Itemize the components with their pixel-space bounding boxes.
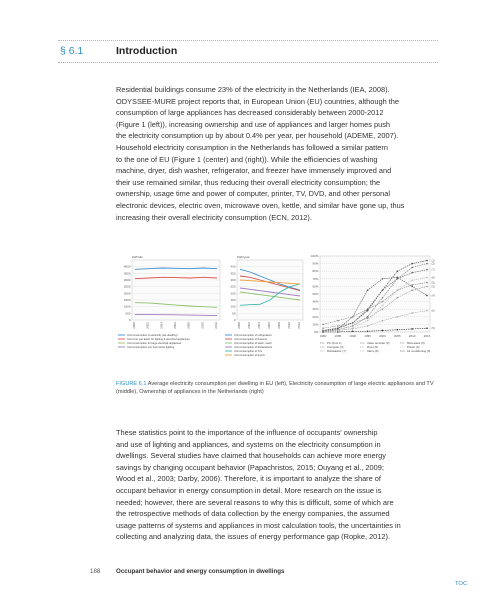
y-tick-label: 0% [314,330,319,334]
data-point [382,289,384,291]
paragraph-line: usage patterns of systems and appliances in most calculation tools, the uncertainties in [116,520,401,530]
paragraph-line: occupant behavior in energy consumption in detail. More research on the issue is [116,485,382,495]
paragraph-line: to the one of EU (Figure 1 (center) and (right)). While the efficiencies of washing [116,154,378,164]
data-point [426,282,428,284]
data-point [396,297,398,299]
legend-label: Dryer (5) [367,345,379,349]
data-point [382,301,384,303]
paragraph-line: needed; however, there are several reasons to why this is difficult, some of which are [116,497,394,507]
y-tick-label: 250 [230,284,236,289]
legend-label: Unit consumption of wash. mach. [234,342,273,345]
x-tick-label: 2002 [145,322,150,329]
legend-label: Unit consumption of TVs [234,350,263,353]
data-point [411,289,413,291]
paragraph-line: (Figure 1 (left)), increasing ownership and use of appliances and larger homes push [116,119,391,129]
paragraph-1 [116,84,441,223]
x-tick-label: 1995 [364,334,371,338]
series-end-label: (4) [431,294,435,298]
data-point [367,325,369,327]
figure-caption-text: Average electricity consumption per dwelling in EU (left), Electricity consumption of large electric appliances and TV (middle), Ownership of appliances in the Netherlands (right) [116,381,434,395]
y-axis-label: kWh/year [237,255,250,259]
data-point [382,320,384,322]
x-tick-label: 2010 [287,322,291,329]
series-end-label: (2) [431,262,435,266]
y-tick-label: 1500 [123,298,131,302]
series-end-label: (6) [431,309,435,313]
x-tick-label: 2000 [237,322,241,329]
x-tick-label: 2000 [379,334,386,338]
data-point [337,327,339,329]
paragraph-line: collecting and analyzing data, the issues of energy performance gap (Ropke, 2012). [116,532,391,542]
data-point [367,318,369,320]
y-tick-label: 40% [312,299,319,304]
data-point [382,278,384,280]
data-point [367,308,369,310]
y-tick-label: 80% [312,269,319,274]
page-number: 188 [90,568,101,575]
y-tick-label: 100% [310,254,319,258]
series-end-label: (9) [431,327,435,331]
y-tick-label: 60% [312,284,319,289]
data-point [426,310,428,312]
data-point [367,320,369,322]
data-point [396,289,398,291]
data-point [396,329,398,331]
data-point [367,310,369,312]
figure-caption-label: FIGURE 6.1 [116,381,147,387]
legend-label: Air conditioning (9) [407,349,431,353]
paragraph-line: Household electricity consumption in the Netherlands has followed a similar pattern [116,142,388,152]
data-point [322,324,324,326]
y-tick-label: 20% [312,314,319,319]
paragraph-line: the retrospective methods of data collection by the energy companies, the assumed [116,509,390,519]
y-tick-label: 3500 [123,271,131,276]
legend-label: Dishwasher (7) [327,349,346,353]
data-point [426,269,428,271]
chart-middle-svg [223,252,305,360]
data-point [411,263,413,265]
y-tick-label: 1000 [123,304,131,309]
x-tick-label: 2012 [214,322,218,329]
data-point [411,272,413,274]
legend-label: Video recorder (2) [367,341,390,345]
figure-caption [116,380,441,396]
paragraph-line: consumption of large appliances has decreased considerably between 2000-2012 [116,108,384,118]
paragraph-line: and use of lighting and appliances, and systems on the electricity consumption in [116,439,381,449]
data-point [352,322,354,324]
header-rule-bottom [58,62,438,63]
data-point [411,280,413,282]
section-title: Introduction [116,45,178,57]
data-point [411,267,413,269]
data-point [396,276,398,278]
data-point [382,305,384,307]
data-point [411,286,413,288]
x-tick-label: 2006 [173,322,177,329]
paragraph-line: increasing their overall electricity consumption (ECN, 2012). [116,212,312,222]
plot-area [237,260,303,320]
data-point [426,260,428,262]
data-point [337,325,339,327]
y-tick-label: 90% [312,261,319,266]
paragraph-line: the electricity consumption up by about 0.4% per year, per household (ADEME, 2007). [116,131,399,141]
x-tick-label: 2012 [297,322,301,329]
y-tick-label: 4000 [123,264,131,269]
data-point [382,297,384,299]
data-point [411,328,413,330]
y-tick-label: 150 [230,298,236,302]
data-point [426,276,428,278]
chart-left-svg [116,252,222,360]
y-tick-label: 350 [230,271,236,276]
paragraph-line: Wood et al., 2003; Darby, 2006). Therefore, it is important to analyze the share of [116,474,381,484]
data-point [396,270,398,272]
data-point [367,316,369,318]
data-point [367,289,369,291]
data-point [367,330,369,332]
y-tick-label: 10% [312,322,319,327]
y-tick-label: 100 [230,304,236,309]
y-tick-label: 50 [232,311,236,316]
legend-label: Computer (4) [327,345,344,349]
paragraph-line: machine, dryer, dish washer, refrigerator, and freezer have immensely improved and [116,166,392,176]
section-number: § 6.1 [60,45,84,57]
data-point [337,320,339,322]
paragraph-line: ODYSSEE-MURE project reports that, in European Union (EU) countries, although the [116,96,400,106]
paragraph-line: ownership, usage time and power of computer, printer, TV, DVD, and other personal [116,189,391,199]
paragraph-line: savings by changing occupant behavior (Papachristos, 2015; Ouyang et al., 2009; [116,462,384,472]
legend-label: Unit consumption of freezers [234,338,268,341]
data-point [337,330,339,332]
x-tick-label: 2002 [247,322,251,329]
chart-right [306,252,444,360]
header-rule-top [58,40,438,41]
data-point [426,286,428,288]
legend-label: Printer (6) [407,345,420,349]
series-end-label: (1) [431,259,435,263]
legend-label: Microwave (3) [407,341,425,345]
y-axis-label: kWh/dw [132,255,143,259]
y-tick-label: 500 [125,311,131,316]
chart-middle [223,252,305,360]
x-tick-label: 2010 [408,334,416,338]
y-tick-label: 0 [233,318,236,322]
legend-label: Unit consumption of electricity (ele dwelling) [127,334,178,337]
series-end-label: (5) [431,281,435,285]
paragraph-line: Residential buildings consume 23% of the electricity in the Netherlands (IEA, 2008). [116,85,390,94]
y-tick-label: 30% [312,307,319,312]
y-tick-label: 2500 [123,284,131,289]
data-point [426,295,428,297]
x-tick-label: 2000 [132,322,136,329]
data-point [426,263,428,265]
x-tick-label: 2004 [159,322,164,329]
x-tick-label: 2006 [267,322,271,329]
y-tick-label: 50% [312,292,319,296]
legend-label: Unit consumption for large electrical appliances [127,342,182,345]
legend-label: Unit consumption non thermal for lighting [127,346,175,349]
y-tick-label: 70% [312,276,319,281]
y-tick-label: 3000 [123,278,131,282]
data-point [352,327,354,329]
x-tick-label: 1985 [334,334,342,338]
paragraph-line: dwellings. Several studies have claimed that households can achieve more energy [116,451,386,461]
paragraph-2 [116,427,441,543]
data-point [411,284,413,286]
data-point [411,312,413,314]
running-title: Occupant behavior and energy consumption in dwellings [116,568,285,575]
x-tick-label: 2005 [393,334,401,338]
x-tick-label: 2008 [277,322,281,329]
data-point [337,331,339,333]
x-tick-label: 1990 [349,334,357,338]
paragraph-line: electronic devices, electric oven, microwave oven, kettle, and similar have gone up, thus [116,200,405,210]
series-end-label: (8) [431,276,435,280]
legend-label: Unit cons. per dwell. for lighting & electrical appliances [127,338,190,341]
y-tick-label: 300 [230,278,236,282]
legend-label: Unit consumption of dryers [234,354,265,357]
y-tick-label: 2000 [123,291,131,296]
data-point [352,330,354,332]
legend-label: Unit consumption of refrigerators [234,334,272,337]
legend-label: PC (from 1) [327,341,342,345]
chart-left [116,252,222,360]
paragraph-line: These statistics point to the importance of the influence of occupants' ownership [116,428,378,437]
x-tick-label: 2008 [186,322,191,329]
data-point [382,308,384,310]
x-tick-label: 1980 [319,334,327,338]
x-tick-label: 2010 [200,322,205,329]
data-point [352,316,354,318]
series-end-label: (7) [431,268,435,272]
data-point [322,327,324,329]
x-tick-label: 2015 [423,334,431,338]
data-point [396,316,398,318]
data-point [396,278,398,280]
x-tick-label: 2004 [257,322,261,329]
series-end-label: (3) [431,285,435,289]
toc-link[interactable]: TOC [455,581,468,587]
y-tick-label: 400 [230,264,236,269]
paragraph-line: their use remained similar, thus reducing their overall electricity consumption; the [116,177,381,187]
data-point [382,330,384,332]
data-point [426,327,428,329]
y-tick-label: 200 [230,291,236,296]
legend-label: Alarm (8) [367,349,379,353]
y-tick-label: 0 [128,318,131,322]
legend-label: Unit consumption of dishwashers [234,346,273,349]
chart-right-svg [306,252,444,360]
data-point [322,331,324,333]
data-point [352,325,354,327]
